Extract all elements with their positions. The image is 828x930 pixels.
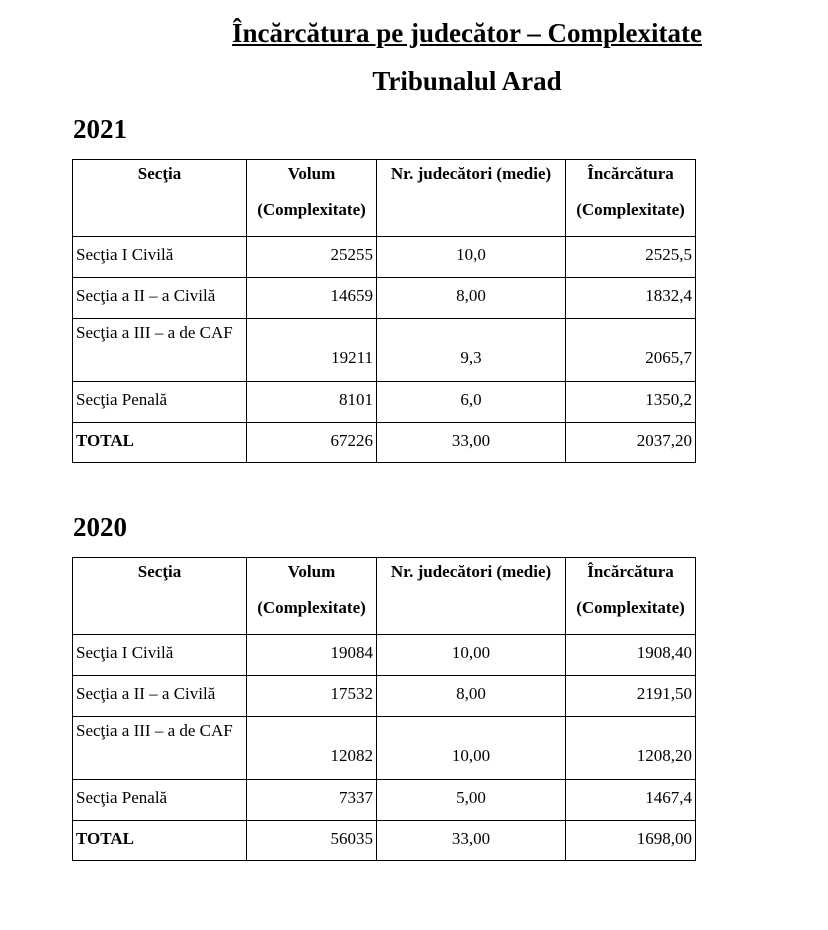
header-volum: Volum (Complexitate)	[247, 558, 377, 635]
cell-volum: 19084	[247, 635, 377, 676]
header-judecatori: Nr. judecători (medie)	[377, 558, 566, 635]
cell-sectia: Secţia a II – a Civilă	[73, 676, 247, 717]
cell-judecatori: 33,00	[377, 423, 566, 463]
cell-volum: 17532	[247, 676, 377, 717]
cell-volum: 14659	[247, 278, 377, 319]
cell-incarcatura: 2037,20	[566, 423, 696, 463]
header-incarcatura: Încărcătura (Complexitate)	[566, 160, 696, 237]
table-row	[73, 717, 696, 780]
cell-incarcatura: 1908,40	[566, 635, 696, 676]
cell-incarcatura: 1350,2	[566, 382, 696, 423]
cell-judecatori: 10,0	[377, 237, 566, 278]
cell-volum: 12082	[247, 717, 377, 780]
cell-judecatori: 8,00	[377, 676, 566, 717]
header-volum: Volum (Complexitate)	[247, 160, 377, 237]
cell-sectia: Secţia a II – a Civilă	[73, 278, 247, 319]
cell-judecatori: 8,00	[377, 278, 566, 319]
cell-volum: 56035	[247, 821, 377, 861]
table-total-row	[73, 423, 696, 463]
workload-table-2021	[72, 159, 696, 463]
cell-judecatori: 5,00	[377, 780, 566, 821]
table-row	[73, 676, 696, 717]
table-total-row	[73, 821, 696, 861]
cell-incarcatura: 2065,7	[566, 319, 696, 382]
table-row	[73, 635, 696, 676]
cell-volum: 25255	[247, 237, 377, 278]
table-header-row	[73, 558, 696, 635]
cell-sectia: Secţia a III – a de CAF	[73, 319, 247, 382]
cell-incarcatura: 1208,20	[566, 717, 696, 780]
cell-sectia: Secţia I Civilă	[73, 237, 247, 278]
document-title: Încărcătura pe judecător – Complexitate	[232, 18, 702, 48]
table-row	[73, 237, 696, 278]
cell-judecatori: 6,0	[377, 382, 566, 423]
workload-table-2020	[72, 557, 696, 861]
table-row	[73, 319, 696, 382]
cell-sectia: Secţia Penală	[73, 382, 247, 423]
cell-sectia: Secţia I Civilă	[73, 635, 247, 676]
table-row	[73, 780, 696, 821]
header-judecatori: Nr. judecători (medie)	[377, 160, 566, 237]
cell-judecatori: 9,3	[377, 319, 566, 382]
cell-volum: 67226	[247, 423, 377, 463]
header-sectia: Secţia	[73, 558, 247, 635]
header-sectia: Secţia	[73, 160, 247, 237]
cell-sectia: TOTAL	[73, 821, 247, 861]
document-subtitle: Tribunalul Arad	[372, 66, 562, 96]
table-header-row	[73, 160, 696, 237]
cell-incarcatura: 1698,00	[566, 821, 696, 861]
cell-volum: 19211	[247, 319, 377, 382]
table-row	[73, 278, 696, 319]
cell-incarcatura: 2525,5	[566, 237, 696, 278]
cell-sectia: Secţia a III – a de CAF	[73, 717, 247, 780]
cell-incarcatura: 1467,4	[566, 780, 696, 821]
cell-judecatori: 33,00	[377, 821, 566, 861]
cell-volum: 8101	[247, 382, 377, 423]
cell-incarcatura: 2191,50	[566, 676, 696, 717]
cell-judecatori: 10,00	[377, 717, 566, 780]
cell-incarcatura: 1832,4	[566, 278, 696, 319]
year-heading-2021: 2021	[73, 114, 127, 144]
year-heading-2020: 2020	[73, 512, 127, 542]
cell-sectia: TOTAL	[73, 423, 247, 463]
header-incarcatura: Încărcătura (Complexitate)	[566, 558, 696, 635]
cell-judecatori: 10,00	[377, 635, 566, 676]
table-row	[73, 382, 696, 423]
cell-sectia: Secţia Penală	[73, 780, 247, 821]
cell-volum: 7337	[247, 780, 377, 821]
